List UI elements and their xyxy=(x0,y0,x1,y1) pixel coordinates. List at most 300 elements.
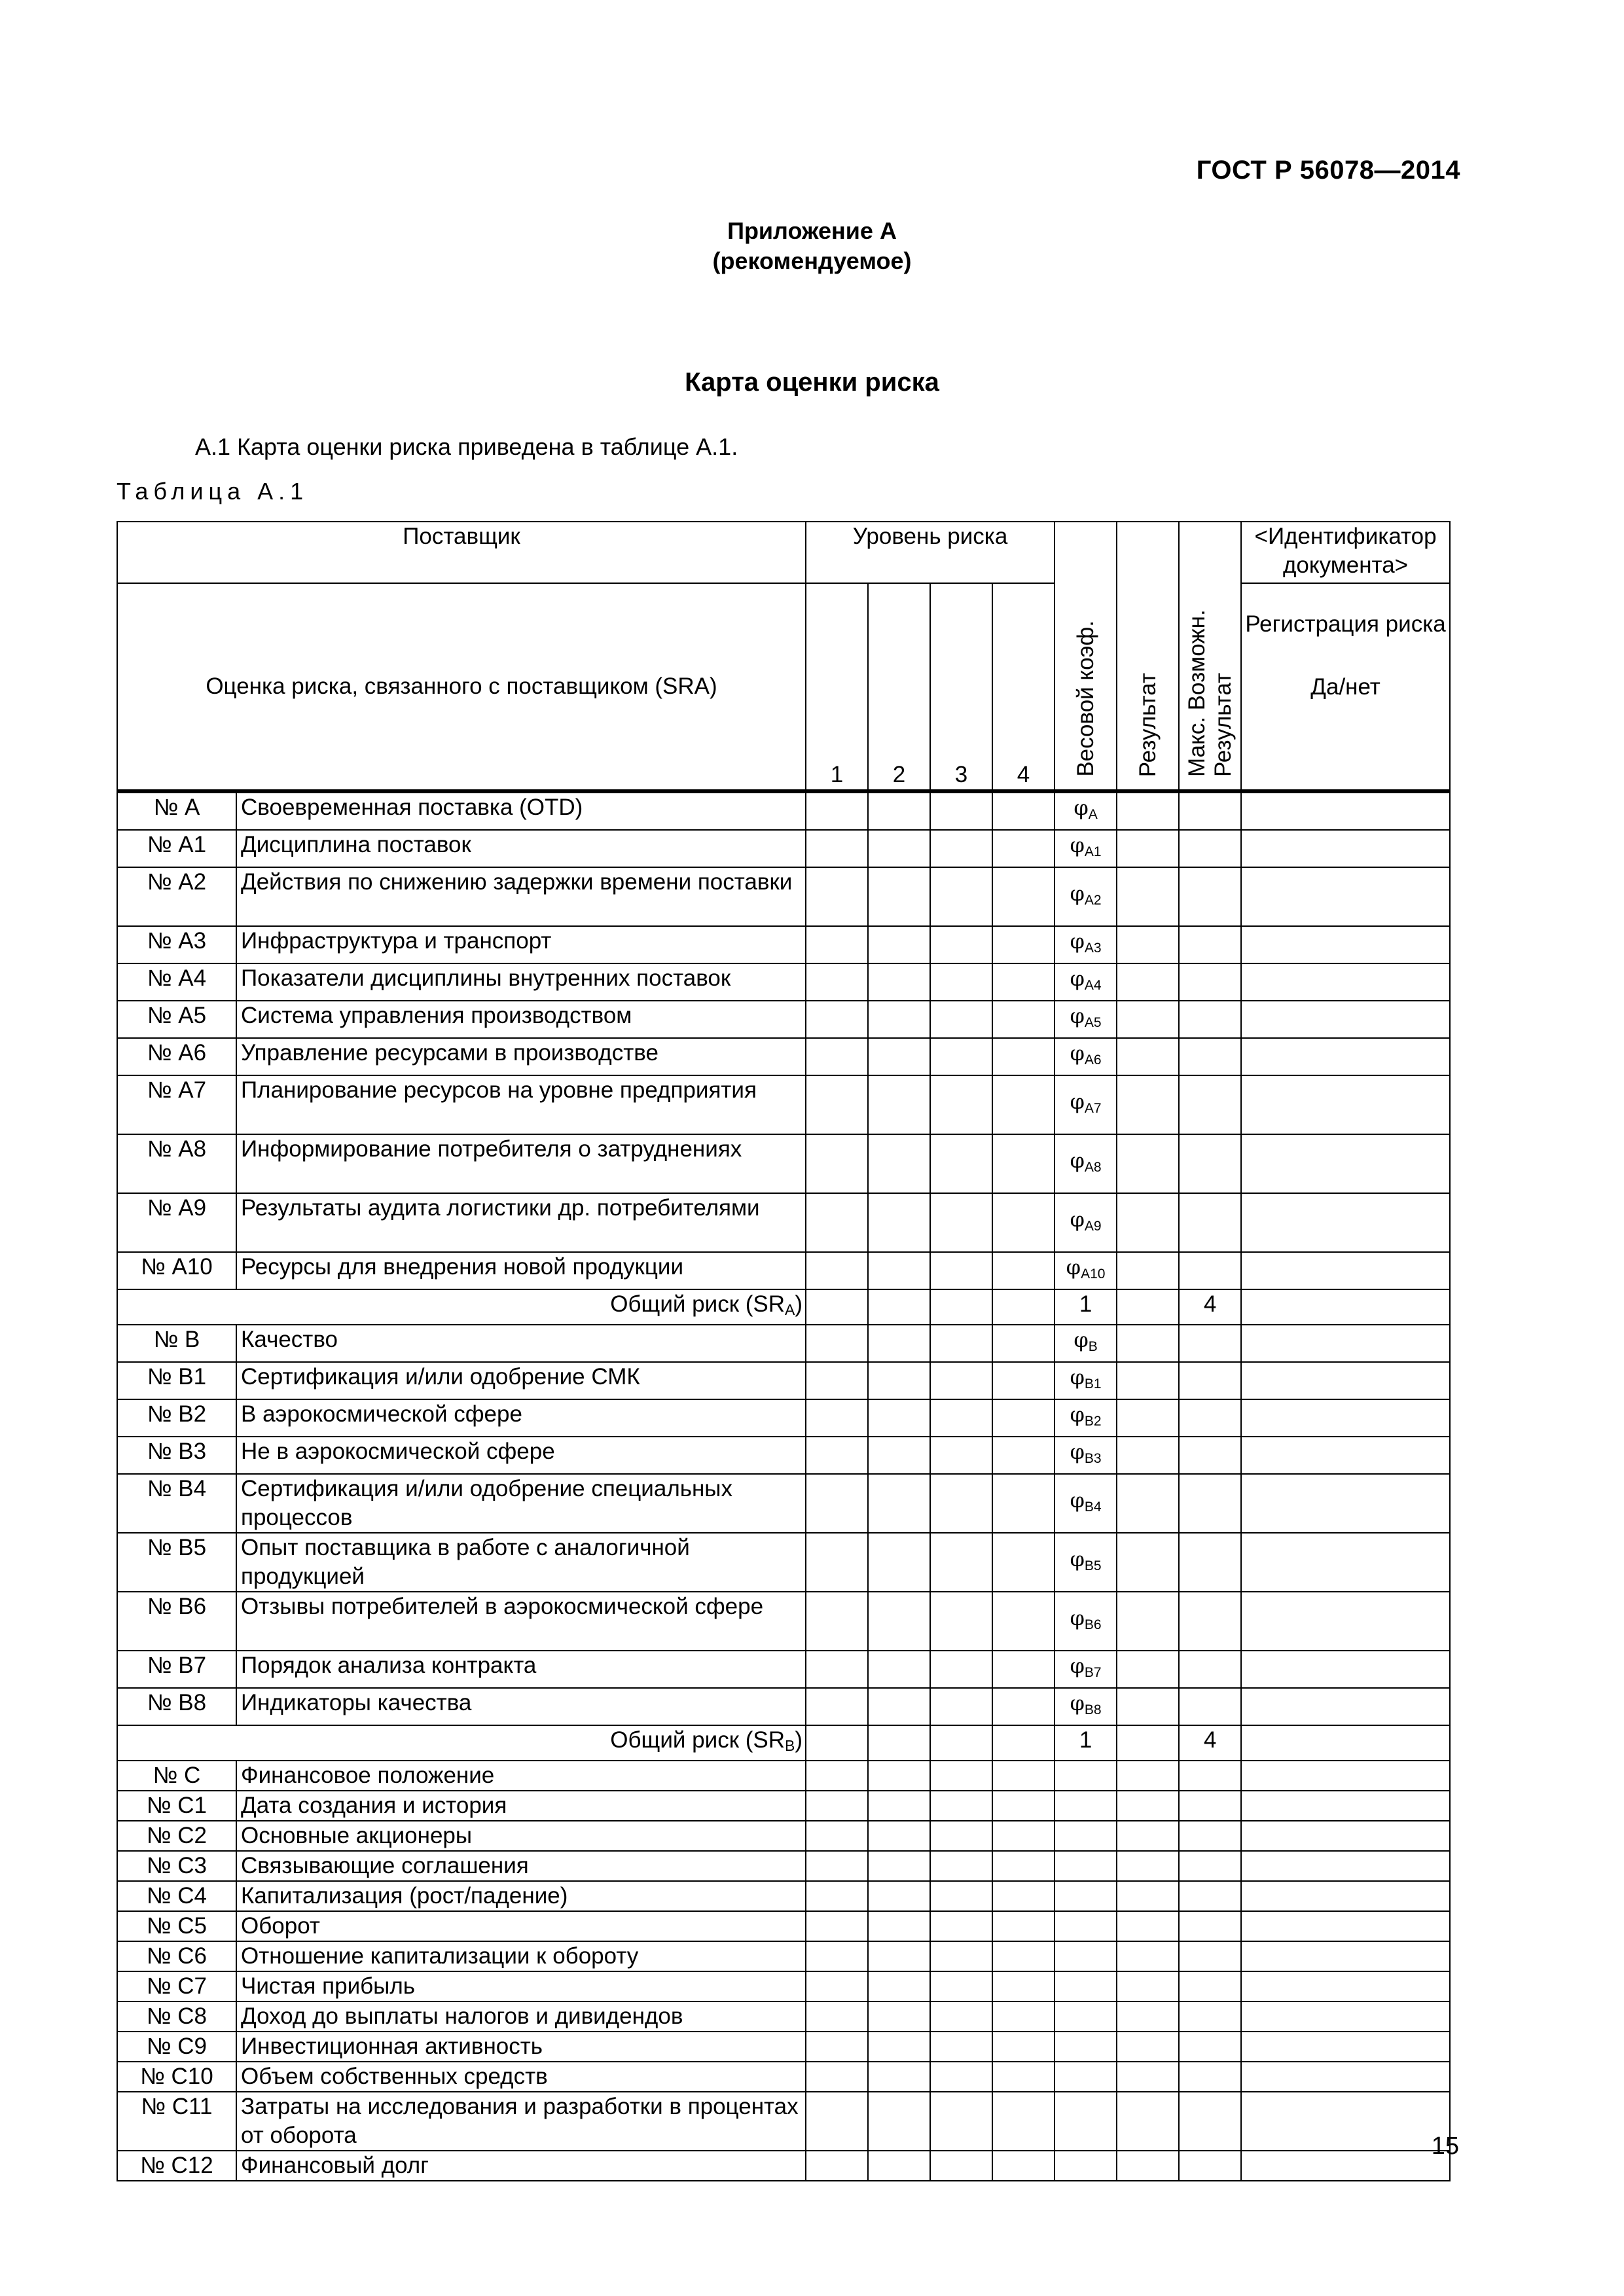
row-description: Объем собственных средств xyxy=(236,2062,806,2092)
header-level-3: 3 xyxy=(930,583,992,791)
max-result-cell xyxy=(1179,926,1241,963)
result-cell xyxy=(1117,1881,1179,1911)
row-code: № В3 xyxy=(117,1437,236,1474)
max-result-cell xyxy=(1179,1252,1241,1289)
level-cell xyxy=(806,2001,868,2032)
weight-coefficient xyxy=(1055,2062,1117,2092)
level-cell xyxy=(868,791,930,830)
phi-symbol: φ xyxy=(1070,1041,1085,1066)
row-description: Качество xyxy=(236,1325,806,1362)
level-cell xyxy=(930,1725,992,1761)
phi-subscript: B5 xyxy=(1084,1558,1102,1573)
max-result-cell xyxy=(1179,1474,1241,1533)
max-result-cell xyxy=(1179,1038,1241,1075)
table-row xyxy=(117,2092,1450,2151)
identifier-label: <Идентификатор документа> xyxy=(1254,524,1437,578)
row-description: Планирование ресурсов на уровне предприятия xyxy=(236,1075,806,1134)
row-description: Финансовое положение xyxy=(236,1761,806,1791)
registration-label: Регистрация риска xyxy=(1245,611,1446,637)
table-row xyxy=(117,1474,1450,1533)
result-cell xyxy=(1117,2092,1179,2151)
result-cell xyxy=(1117,2001,1179,2032)
level-cell xyxy=(806,926,868,963)
result-cell xyxy=(1117,926,1179,963)
weight-coefficient xyxy=(1055,791,1117,830)
level-cell xyxy=(806,1075,868,1134)
row-code: № С1 xyxy=(117,1791,236,1821)
phi-symbol: φ xyxy=(1070,1365,1085,1390)
header-max-result-label: Макс. Возможн. Результат xyxy=(1183,609,1236,777)
level-cell xyxy=(868,2032,930,2062)
section-title: Карта оценки риска xyxy=(685,368,939,397)
max-result-cell xyxy=(1179,1851,1241,1881)
weight-coefficient xyxy=(1055,1851,1117,1881)
result-cell xyxy=(1117,830,1179,867)
row-description: Инфраструктура и транспорт xyxy=(236,926,806,963)
page-number: 15 xyxy=(1431,2132,1459,2160)
table-row xyxy=(117,1001,1450,1038)
level-cell xyxy=(806,1325,868,1362)
level-cell xyxy=(992,1851,1055,1881)
level-cell xyxy=(930,867,992,926)
level-cell xyxy=(992,1193,1055,1252)
row-code: № С10 xyxy=(117,2062,236,2092)
table-row xyxy=(117,791,1450,830)
result-cell xyxy=(1117,2032,1179,2062)
row-description: Финансовый долг xyxy=(236,2151,806,2181)
table-row xyxy=(117,2001,1450,2032)
weight-coefficient xyxy=(1055,1688,1117,1725)
max-result-cell xyxy=(1179,1761,1241,1791)
level-cell xyxy=(930,1437,992,1474)
level-cell xyxy=(992,1437,1055,1474)
level-cell xyxy=(806,2032,868,2062)
table-row xyxy=(117,1592,1450,1651)
phi-symbol: φ xyxy=(1074,1327,1089,1352)
header-level-2: 2 xyxy=(868,583,930,791)
phi-subscript: B2 xyxy=(1084,1414,1102,1429)
result-cell xyxy=(1117,1437,1179,1474)
result-cell xyxy=(1117,1851,1179,1881)
result-cell xyxy=(1117,1399,1179,1437)
registration-cell xyxy=(1241,2001,1450,2032)
row-description: Оборот xyxy=(236,1911,806,1941)
max-result-cell xyxy=(1179,1001,1241,1038)
result-cell xyxy=(1117,1533,1179,1592)
total-risk-label xyxy=(117,1289,806,1325)
level-cell xyxy=(930,1001,992,1038)
header-assessment: Оценка риска, связанного с поставщиком (SRA) xyxy=(117,583,806,791)
level-cell xyxy=(992,926,1055,963)
row-description: Связывающие соглашения xyxy=(236,1851,806,1881)
level-cell xyxy=(992,1911,1055,1941)
level-cell xyxy=(868,1134,930,1193)
max-result-value: 4 xyxy=(1179,1725,1241,1761)
phi-symbol: φ xyxy=(1070,1402,1085,1427)
level-cell xyxy=(868,1533,930,1592)
registration-cell xyxy=(1241,1038,1450,1075)
header-level-4: 4 xyxy=(992,583,1055,791)
risk-assessment-table xyxy=(117,521,1451,2181)
registration-cell xyxy=(1241,1399,1450,1437)
table-row xyxy=(117,1911,1450,1941)
row-description: Ресурсы для внедрения новой продукции xyxy=(236,1252,806,1289)
result-cell xyxy=(1117,1761,1179,1791)
result-cell xyxy=(1117,1941,1179,1971)
level-cell xyxy=(992,1761,1055,1791)
result-cell xyxy=(1117,1001,1179,1038)
registration-cell xyxy=(1241,1362,1450,1399)
phi-subscript: A8 xyxy=(1084,1159,1102,1175)
level-cell xyxy=(806,1533,868,1592)
level-cell xyxy=(868,830,930,867)
phi-subscript: A7 xyxy=(1084,1100,1102,1116)
result-cell xyxy=(1117,1474,1179,1533)
row-description: Индикаторы качества xyxy=(236,1688,806,1725)
registration-cell xyxy=(1241,1001,1450,1038)
level-cell xyxy=(806,1791,868,1821)
weight-coefficient xyxy=(1055,1791,1117,1821)
max-result-cell xyxy=(1179,2092,1241,2151)
header-level-1: 1 xyxy=(806,583,868,791)
max-result-cell xyxy=(1179,1941,1241,1971)
level-cell xyxy=(930,1851,992,1881)
table-row xyxy=(117,1399,1450,1437)
row-description: Отношение капитализации к обороту xyxy=(236,1941,806,1971)
level-cell xyxy=(806,1592,868,1651)
registration-cell xyxy=(1241,1791,1450,1821)
registration-cell xyxy=(1241,1474,1450,1533)
level-cell xyxy=(868,2092,930,2151)
weight-coefficient xyxy=(1055,830,1117,867)
level-cell xyxy=(930,2151,992,2181)
level-cell xyxy=(930,1193,992,1252)
result-cell xyxy=(1117,1193,1179,1252)
registration-cell xyxy=(1241,1651,1450,1688)
total-risk-subscript: A xyxy=(785,1301,795,1318)
header-result xyxy=(1117,522,1179,791)
weight-coefficient xyxy=(1055,1881,1117,1911)
level-cell xyxy=(806,1193,868,1252)
level-cell xyxy=(806,1761,868,1791)
weight-coefficient xyxy=(1055,1821,1117,1851)
phi-subscript: B7 xyxy=(1084,1665,1102,1680)
result-cell xyxy=(1117,1134,1179,1193)
phi-subscript: A6 xyxy=(1084,1052,1102,1067)
row-code: № С12 xyxy=(117,2151,236,2181)
row-description: Чистая прибыль xyxy=(236,1971,806,2001)
level-cell xyxy=(868,1038,930,1075)
row-code: № С3 xyxy=(117,1851,236,1881)
max-result-cell xyxy=(1179,1881,1241,1911)
weight-value: 1 xyxy=(1055,1289,1117,1325)
level-cell xyxy=(868,1592,930,1651)
row-code: № С8 xyxy=(117,2001,236,2032)
level-cell xyxy=(806,1725,868,1761)
table-row xyxy=(117,1193,1450,1252)
registration-cell xyxy=(1241,2151,1450,2181)
annex-title: Приложение А xyxy=(727,217,897,244)
weight-coefficient xyxy=(1055,1325,1117,1362)
level-cell xyxy=(868,1362,930,1399)
weight-coefficient xyxy=(1055,1761,1117,1791)
level-cell xyxy=(930,830,992,867)
level-cell xyxy=(868,1851,930,1881)
weight-coefficient xyxy=(1055,2151,1117,2181)
phi-symbol: φ xyxy=(1070,1487,1085,1513)
row-description: Затраты на исследования и разработки в процентах от оборота xyxy=(236,2092,806,2151)
level-cell xyxy=(992,1881,1055,1911)
row-description: Капитализация (рост/падение) xyxy=(236,1881,806,1911)
weight-coefficient xyxy=(1055,1941,1117,1971)
registration-cell xyxy=(1241,791,1450,830)
level-cell xyxy=(992,1651,1055,1688)
level-cell xyxy=(868,2001,930,2032)
table-row xyxy=(117,2151,1450,2181)
level-cell xyxy=(868,1651,930,1688)
registration-cell xyxy=(1241,2062,1450,2092)
level-cell xyxy=(992,2092,1055,2151)
total-risk-close: ) xyxy=(795,1291,803,1317)
level-cell xyxy=(868,1791,930,1821)
level-cell xyxy=(930,1399,992,1437)
level-cell xyxy=(992,2032,1055,2062)
table-row xyxy=(117,1252,1450,1289)
max-result-value: 4 xyxy=(1179,1289,1241,1325)
row-code: № А8 xyxy=(117,1134,236,1193)
row-description: Своевременная поставка (OTD) xyxy=(236,791,806,830)
level-cell xyxy=(868,1971,930,2001)
level-cell xyxy=(806,1821,868,1851)
table-row xyxy=(117,830,1450,867)
registration-cell xyxy=(1241,1911,1450,1941)
level-cell xyxy=(930,1651,992,1688)
registration-cell xyxy=(1241,1437,1450,1474)
level-cell xyxy=(930,926,992,963)
max-result-cell xyxy=(1179,1688,1241,1725)
max-result-cell xyxy=(1179,963,1241,1001)
weight-coefficient xyxy=(1055,867,1117,926)
registration-cell xyxy=(1241,1252,1450,1289)
header-weight-label: Весовой коэф. xyxy=(1072,620,1098,777)
weight-coefficient xyxy=(1055,1193,1117,1252)
max-result-cell xyxy=(1179,1651,1241,1688)
result-cell xyxy=(1117,1289,1179,1325)
level-cell xyxy=(806,1437,868,1474)
max-result-cell xyxy=(1179,1399,1241,1437)
registration-cell xyxy=(1241,1134,1450,1193)
level-cell xyxy=(930,2062,992,2092)
registration-cell xyxy=(1241,1725,1450,1761)
registration-cell xyxy=(1241,1193,1450,1252)
row-code: № А2 xyxy=(117,867,236,926)
level-cell xyxy=(992,1821,1055,1851)
row-code: № В2 xyxy=(117,1399,236,1437)
row-description: Управление ресурсами в производстве xyxy=(236,1038,806,1075)
table-row xyxy=(117,1437,1450,1474)
table-row xyxy=(117,1134,1450,1193)
risk-table-body xyxy=(117,791,1450,2181)
level-cell xyxy=(930,1325,992,1362)
result-cell xyxy=(1117,1592,1179,1651)
phi-symbol: φ xyxy=(1066,1255,1081,1280)
max-result-cell xyxy=(1179,830,1241,867)
level-cell xyxy=(868,1075,930,1134)
level-cell xyxy=(930,2001,992,2032)
level-cell xyxy=(868,926,930,963)
header-risk-level: Уровень риска xyxy=(806,522,1055,583)
row-description: Сертификация и/или одобрение специальных процессов xyxy=(236,1474,806,1533)
level-cell xyxy=(868,1399,930,1437)
level-cell xyxy=(930,1821,992,1851)
header-max-result xyxy=(1179,522,1241,791)
level-cell xyxy=(868,1437,930,1474)
result-cell xyxy=(1117,1075,1179,1134)
level-cell xyxy=(806,1651,868,1688)
registration-cell xyxy=(1241,1533,1450,1592)
phi-subscript: B8 xyxy=(1084,1702,1102,1717)
level-cell xyxy=(868,1761,930,1791)
phi-subscript: B4 xyxy=(1084,1499,1102,1515)
level-cell xyxy=(868,1821,930,1851)
table-row xyxy=(117,1941,1450,1971)
weight-coefficient xyxy=(1055,2092,1117,2151)
phi-subscript: A10 xyxy=(1081,1266,1106,1282)
row-code: № С4 xyxy=(117,1881,236,1911)
max-result-cell xyxy=(1179,1362,1241,1399)
registration-cell xyxy=(1241,926,1450,963)
level-cell xyxy=(868,1193,930,1252)
phi-symbol: φ xyxy=(1070,1546,1085,1571)
table-row xyxy=(117,1688,1450,1725)
registration-cell xyxy=(1241,1761,1450,1791)
table-row xyxy=(117,1791,1450,1821)
phi-symbol: φ xyxy=(1070,880,1085,906)
max-result-cell xyxy=(1179,1193,1241,1252)
document-code: ГОСТ Р 56078—2014 xyxy=(1196,156,1460,185)
row-description: Дисциплина поставок xyxy=(236,830,806,867)
level-cell xyxy=(868,1911,930,1941)
row-code: № В xyxy=(117,1325,236,1362)
level-cell xyxy=(992,1075,1055,1134)
weight-coefficient xyxy=(1055,1399,1117,1437)
weight-coefficient xyxy=(1055,1362,1117,1399)
level-cell xyxy=(930,1474,992,1533)
level-cell xyxy=(930,791,992,830)
registration-cell xyxy=(1241,1592,1450,1651)
weight-coefficient xyxy=(1055,1252,1117,1289)
phi-symbol: φ xyxy=(1070,1691,1085,1715)
row-code: № В8 xyxy=(117,1688,236,1725)
row-code: № С9 xyxy=(117,2032,236,2062)
level-cell xyxy=(930,1038,992,1075)
level-cell xyxy=(868,1325,930,1362)
level-cell xyxy=(992,1325,1055,1362)
table-row xyxy=(117,1851,1450,1881)
registration-cell xyxy=(1241,2092,1450,2151)
row-description: Основные акционеры xyxy=(236,1821,806,1851)
phi-symbol: φ xyxy=(1070,966,1085,991)
result-cell xyxy=(1117,1821,1179,1851)
level-cell xyxy=(930,1791,992,1821)
total-risk-label xyxy=(117,1725,806,1761)
max-result-cell xyxy=(1179,1325,1241,1362)
row-code: № С2 xyxy=(117,1821,236,1851)
total-risk-row xyxy=(117,1289,1450,1325)
level-cell xyxy=(930,1075,992,1134)
phi-subscript: B6 xyxy=(1084,1617,1102,1632)
row-description: Не в аэрокосмической сфере xyxy=(236,1437,806,1474)
result-cell xyxy=(1117,1688,1179,1725)
annex-subtitle: (рекомендуемое) xyxy=(712,247,912,274)
level-cell xyxy=(992,1533,1055,1592)
level-cell xyxy=(806,2062,868,2092)
table-row xyxy=(117,1325,1450,1362)
weight-coefficient xyxy=(1055,926,1117,963)
phi-subscript: A2 xyxy=(1084,892,1102,908)
total-risk-close: ) xyxy=(795,1727,803,1753)
phi-symbol: φ xyxy=(1070,1147,1085,1173)
level-cell xyxy=(992,1791,1055,1821)
header-result-label: Результат xyxy=(1134,672,1161,777)
weight-coefficient xyxy=(1055,1474,1117,1533)
phi-symbol: φ xyxy=(1070,1088,1085,1114)
level-cell xyxy=(806,1038,868,1075)
registration-cell xyxy=(1241,963,1450,1001)
level-cell xyxy=(868,1252,930,1289)
table-row xyxy=(117,926,1450,963)
row-code: № С11 xyxy=(117,2092,236,2151)
level-cell xyxy=(806,867,868,926)
row-description: Дата создания и история xyxy=(236,1791,806,1821)
phi-symbol: φ xyxy=(1070,1003,1085,1028)
result-cell xyxy=(1117,1038,1179,1075)
annex-heading xyxy=(0,216,1624,276)
level-cell xyxy=(806,1001,868,1038)
level-cell xyxy=(806,1941,868,1971)
result-cell xyxy=(1117,1971,1179,2001)
result-cell xyxy=(1117,1725,1179,1761)
row-code: № С xyxy=(117,1761,236,1791)
row-description: Сертификация и/или одобрение СМК xyxy=(236,1362,806,1399)
table-row xyxy=(117,2062,1450,2092)
phi-subscript: B3 xyxy=(1084,1451,1102,1466)
phi-subscript: B1 xyxy=(1084,1376,1102,1391)
table-row xyxy=(117,1821,1450,1851)
row-code: № В4 xyxy=(117,1474,236,1533)
level-cell xyxy=(992,2062,1055,2092)
max-result-cell xyxy=(1179,1075,1241,1134)
header-registration xyxy=(1241,583,1450,791)
table-row xyxy=(117,1971,1450,2001)
row-description: Система управления производством xyxy=(236,1001,806,1038)
level-cell xyxy=(992,2001,1055,2032)
table-row xyxy=(117,1533,1450,1592)
level-cell xyxy=(930,2092,992,2151)
weight-value: 1 xyxy=(1055,1725,1117,1761)
max-result-cell xyxy=(1179,1134,1241,1193)
registration-cell xyxy=(1241,1075,1450,1134)
weight-coefficient xyxy=(1055,1134,1117,1193)
table-row xyxy=(117,867,1450,926)
row-code: № А10 xyxy=(117,1252,236,1289)
yes-no-label: Да/нет xyxy=(1310,674,1380,700)
weight-coefficient xyxy=(1055,1038,1117,1075)
result-cell xyxy=(1117,1325,1179,1362)
level-cell xyxy=(930,1881,992,1911)
total-risk-row xyxy=(117,1725,1450,1761)
level-cell xyxy=(930,1289,992,1325)
